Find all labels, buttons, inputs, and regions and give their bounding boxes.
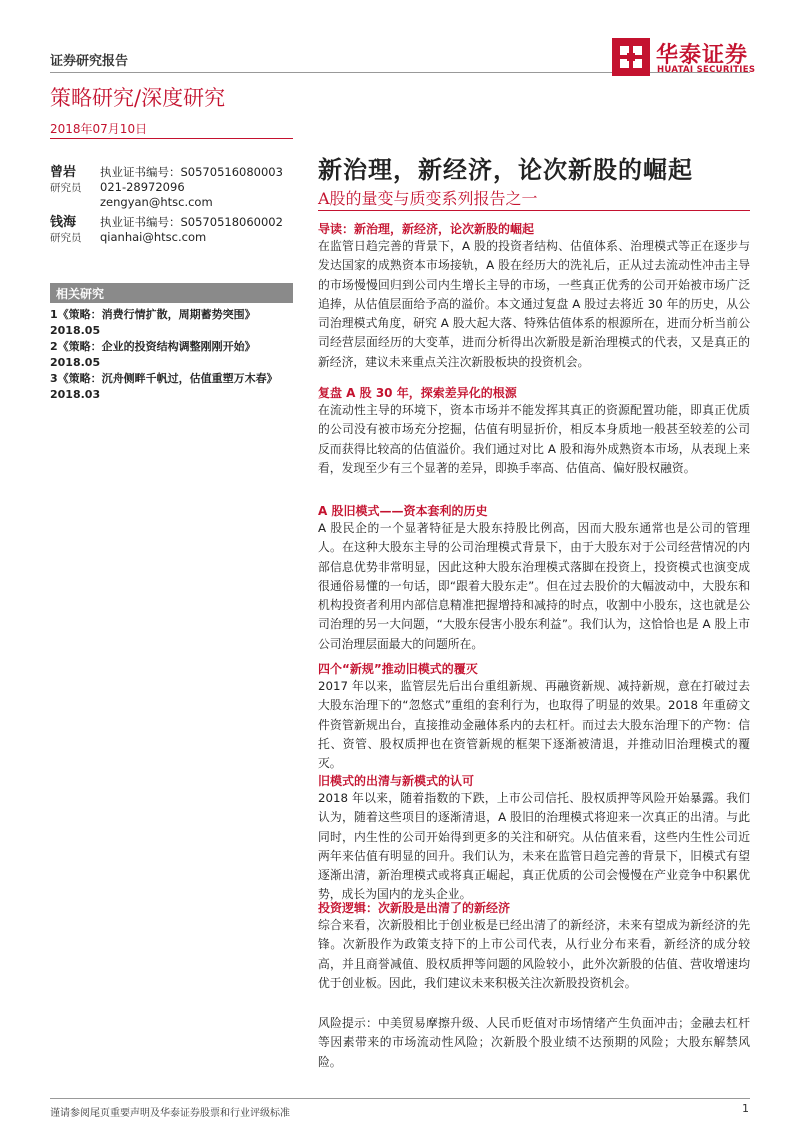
logo-chinese-name: 华泰证券	[656, 43, 749, 68]
page-number: 1	[742, 1102, 749, 1115]
report-category: 策略研究/深度研究	[50, 86, 226, 110]
related-item-date: 2018.05	[50, 324, 101, 337]
section-body: 2018 年以来，随着指数的下跌，上市公司信托、股权质押等风险开始暴露。我们认为，随着这些项目的逐渐清退，A 股旧的治理模式将迎来一次真正的出清。与此同时，内生性的公司开始得到更多的关注和研究。从估值来看，这些内生性公司近两年来估值有明显的回升。我们认为，未来在监管日趋完善的背景下，旧模式有望逐渐出清，新治理模式或将真正崛起，真正优质的公司会慢慢在产业竞争中积累优势，成长为国内的龙头企业。	[318, 791, 750, 902]
related-item-title[interactable]: 1《策略：消费行情扩散，周期蓄势突围》	[50, 308, 256, 321]
report-date: 2018年07月10日	[50, 122, 148, 136]
analyst-role: 研究员	[50, 232, 82, 244]
related-research-header: 相关研究	[50, 283, 293, 303]
section-body: 2017 年以来，监管层先后出台重组新规、再融资新规、减持新规，意在打破过去大股东治理下的“忽悠式”重组的套利行为，也取得了明显的效果。2018 年重磅文件资管新规出台，直接推动金融体系内的去杠杆。而过去大股东治理下的产物：信托、资管、股权质押也在资管新规的框架下逐渐被清退，并推动旧治理模式的覆灭。	[318, 679, 750, 771]
related-item-title[interactable]: 3《策略：沉舟侧畔千帆过，估值重塑万木春》	[50, 372, 278, 385]
huatai-logo	[612, 38, 756, 78]
section-heading: 导读：新治理，新经济，论次新股的崛起	[318, 222, 535, 236]
risk-warning: 风险提示：中美贸易摩擦升级、人民币贬值对市场情绪产生负面冲击；金融去杠杆等因素带来的市场流动性风险；次新股个股业绩不达预期的风险；大股东解禁风险。	[318, 1016, 750, 1069]
analyst-email[interactable]: qianhai@htsc.com	[100, 230, 207, 244]
title-divider	[318, 210, 750, 211]
report-type-label: 证券研究报告	[50, 54, 129, 69]
footer-disclaimer[interactable]: 谨请参阅尾页重要声明及华泰证券股票和行业评级标准	[50, 1108, 290, 1119]
section-body: 在监管日趋完善的背景下，A 股的投资者结构、估值体系、治理模式等正在逐步与发达国家的成熟资本市场接轨，A 股在经历大的洗礼后，正从过去流动性冲击主导的市场慢慢回归到公司内生增长主导的市场，一些真正优秀的公司开始被市场广泛追捧，从估值层面给予高的溢价。本文通过复盘 A 股过去将近 30 年的历史，从公司治理模式角度，研究 A 股大起大落、特殊估值体系的根源所在，进而分析当前公司经营层面经历的大变革，进而分析得出次新股是新治理模式的代表，又是真正的新经济，建议未来重点关注次新股板块的投资机会。	[318, 239, 750, 369]
analyst-license: 执业证书编号：S0570518060002	[100, 215, 283, 229]
huatai-logo-icon	[612, 38, 650, 76]
analyst-card	[50, 215, 300, 255]
section-heading: 复盘 A 股 30 年，探索差异化的根源	[318, 386, 517, 400]
analyst-email[interactable]: zengyan@htsc.com	[100, 195, 213, 209]
section-heading: A 股旧模式——资本套利的历史	[318, 504, 488, 518]
logo-english-name: HUATAI SECURITIES	[657, 65, 756, 75]
page-title: 新治理，新经济，论次新股的崛起	[318, 156, 693, 184]
related-item-title[interactable]: 2《策略：企业的投资结构调整刚刚开始》	[50, 340, 256, 353]
section-body: 综合来看，次新股相比于创业板是已经出清了的新经济，未来有望成为新经济的先锋。次新股作为政策支持下的上市公司代表，从行业分布来看，新经济的成分较高，并且商誉减值、股权质押等问题的风险较小，此外次新股的估值、营收增速均优于创业板。因此，我们建议未来积极关注次新股投资机会。	[318, 918, 750, 990]
section-body: 在流动性主导的环境下，资本市场并不能发挥其真正的资源配置功能，即真正优质的公司没有被市场充分挖掘，估值有明显折价，相反本身质地一般甚至较差的公司反而获得比较高的估值溢价。我们通过对比 A 股和海外成熟资本市场，从表现上来看，发现至少有三个显著的差异，即换手率高、估值高、偏好股权融资。	[318, 403, 750, 475]
related-item[interactable]	[50, 339, 300, 371]
related-item[interactable]	[50, 371, 300, 403]
related-item-date: 2018.05	[50, 356, 101, 369]
footer-divider	[50, 1098, 750, 1099]
analyst-role: 研究员	[50, 182, 82, 194]
analyst-license: 执业证书编号：S0570516080003	[100, 165, 283, 179]
section-heading: 四个“新规”推动旧模式的覆灭	[318, 662, 478, 676]
analyst-name: 钱海	[50, 215, 77, 230]
section-heading: 投资逻辑：次新股是出清了的新经济	[318, 901, 511, 915]
section-body: A 股民企的一个显著特征是大股东持股比例高，因而大股东通常也是公司的管理人。在这种大股东主导的公司治理模式背景下，由于大股东对于公司经营情况的内部信息优势非常明显，因此这种大股东治理模式落脚在投资上，投资模式也演变成很通俗易懂的一句话，即“跟着大股东走”。但在过去股价的大幅波动中，大股东和机构投资者利用内部信息精准把握增持和减持的时点，收割中小股东，这也就是公司治理的另一大问题，“大股东侵害小股东利益”。我们认为，这恰恰也是 A 股上市公司治理层面最大的问题所在。	[318, 521, 750, 651]
analyst-name: 曾岩	[50, 165, 77, 180]
left-divider	[50, 138, 293, 139]
section-heading: 旧模式的出清与新模式的认可	[318, 774, 475, 788]
related-item[interactable]	[50, 307, 300, 339]
related-item-date: 2018.03	[50, 388, 101, 401]
analyst-phone: 021-28972096	[100, 180, 185, 194]
page-subtitle: A股的量变与质变系列报告之一	[318, 189, 538, 208]
